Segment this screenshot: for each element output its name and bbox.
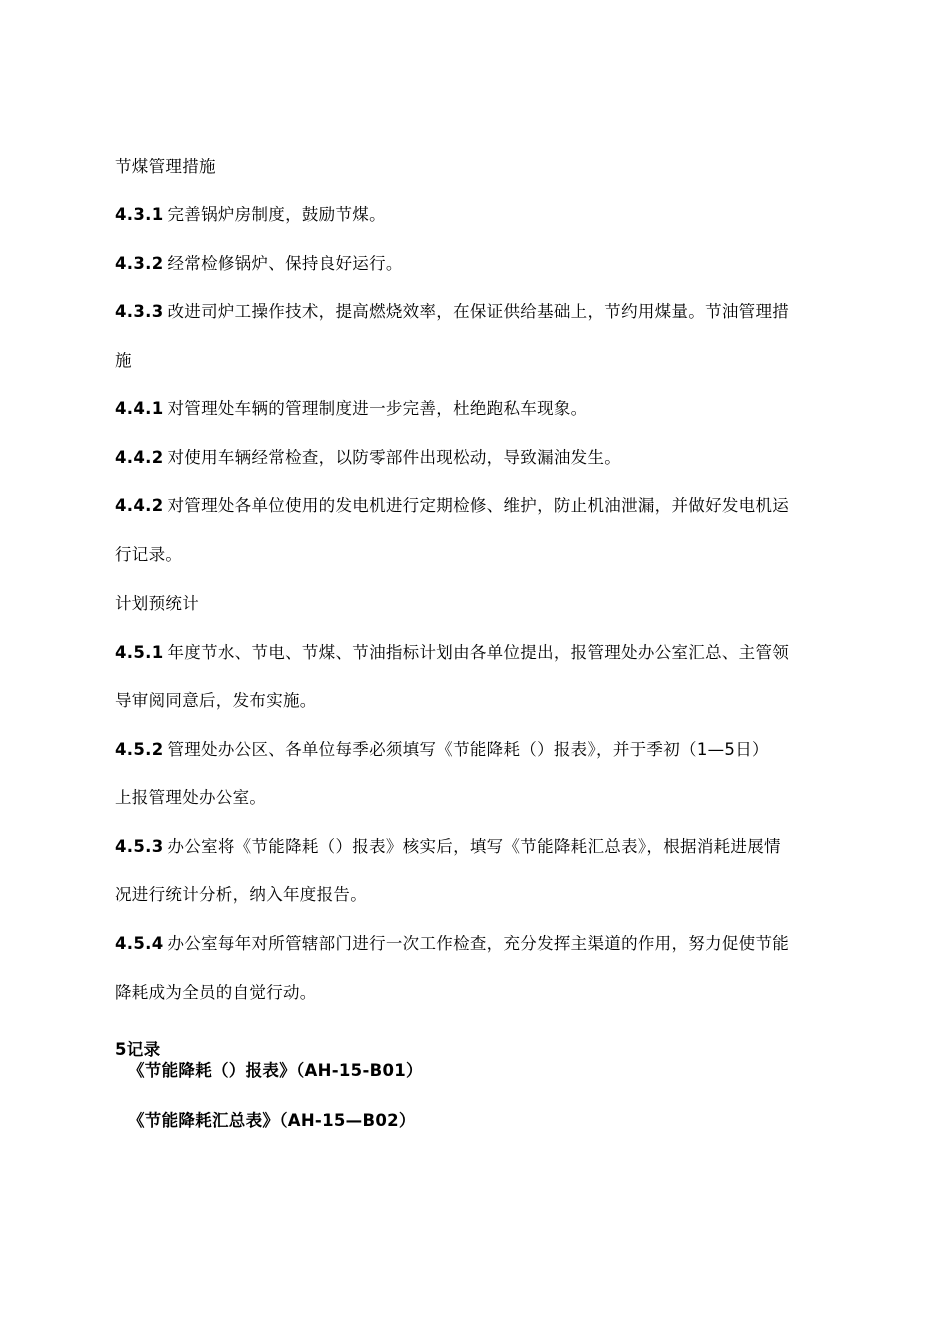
item-number: 4.3.3 [115, 302, 164, 321]
item-4-3-2 [115, 252, 855, 276]
item-number: 4.4.2 [115, 496, 164, 515]
item-number: 4.5.4 [115, 934, 164, 953]
section-heading-plan: 计划预统计 [115, 594, 199, 613]
item-text: 对管理处各单位使用的发电机进行定期检修、维护，防止机油泄漏，并做好发电机运 [167, 496, 790, 515]
item-4-4-2-a [115, 446, 855, 470]
item-text: 办公室每年对所管辖部门进行一次工作检查，充分发挥主渠道的作用，努力促使节能 [167, 934, 790, 953]
item-4-5-1 [115, 641, 855, 665]
item-number: 4.5.3 [115, 837, 164, 856]
item-4-3-3 [115, 300, 855, 324]
item-4-5-3 [115, 835, 855, 859]
item-4-5-4-cont: 降耗成为全员的自觉行动。 [115, 983, 317, 1002]
item-number: 4.4.2 [115, 448, 164, 467]
item-text: 年度节水、节电、节煤、节油指标计划由各单位提出，报管理处办公室汇总、主管领 [167, 643, 790, 662]
item-4-4-2-b-cont: 行记录。 [115, 545, 183, 564]
item-number: 4.3.2 [115, 254, 164, 273]
section-heading-coal: 节煤管理措施 [115, 157, 216, 176]
item-4-4-1 [115, 397, 855, 421]
item-text: 对使用车辆经常检查，以防零部件出现松动，导致漏油发生。 [167, 448, 622, 467]
item-4-4-2-b [115, 494, 855, 518]
item-number: 4.3.1 [115, 205, 164, 224]
item-text: 管理处办公区、各单位每季必须填写《节能降耗（）报表》，并于季初（1—5日） [167, 740, 769, 759]
item-4-5-1-cont: 导审阅同意后，发布实施。 [115, 691, 317, 710]
item-number: 4.5.2 [115, 740, 164, 759]
item-text: 办公室将《节能降耗（）报表》核实后，填写《节能降耗汇总表》，根据消耗进展情 [167, 837, 781, 856]
item-4-5-4 [115, 932, 855, 956]
item-4-5-3-cont: 况进行统计分析，纳入年度报告。 [115, 885, 367, 904]
item-text: 完善锅炉房制度，鼓励节煤。 [167, 205, 386, 224]
item-4-3-1 [115, 203, 855, 227]
record-item-b01: 《节能降耗（）报表》（AH-15-B01） [128, 1061, 423, 1080]
item-4-5-2-cont: 上报管理处办公室。 [115, 788, 267, 807]
item-number: 4.4.1 [115, 399, 164, 418]
item-text: 改进司炉工操作技术，提高燃烧效率，在保证供给基础上，节约用煤量。节油管理措 [167, 302, 790, 321]
item-number: 4.5.1 [115, 643, 164, 662]
item-4-3-3-cont: 施 [115, 351, 132, 370]
item-4-5-2 [115, 738, 855, 762]
item-text: 对管理处车辆的管理制度进一步完善，杜绝跑私车现象。 [167, 399, 588, 418]
item-text: 经常检修锅炉、保持良好运行。 [167, 254, 403, 273]
section-heading-records: 5记录 [115, 1040, 161, 1059]
record-item-b02: 《节能降耗汇总表》（AH-15—B02） [128, 1111, 416, 1130]
